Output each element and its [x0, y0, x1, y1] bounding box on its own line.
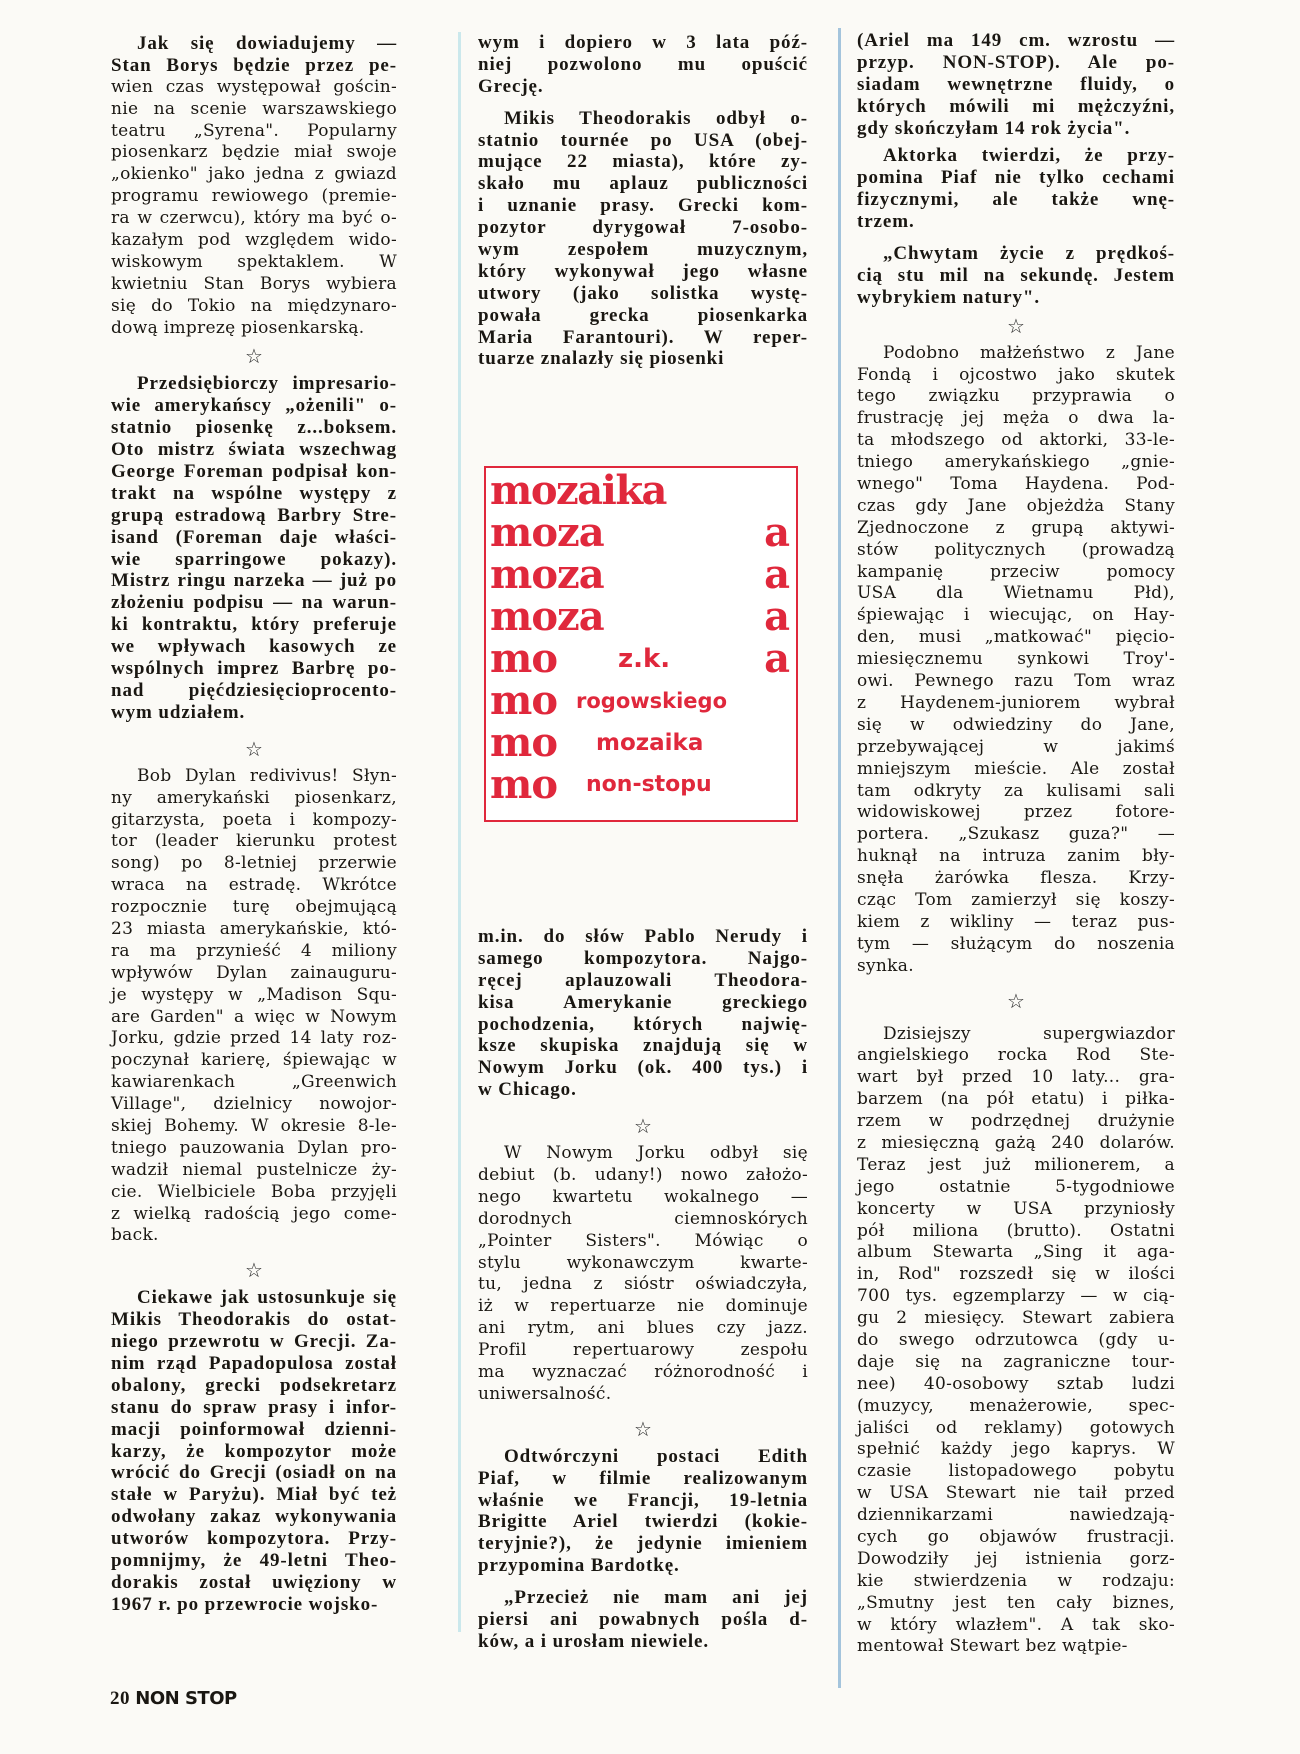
text-line: are Garden" a więc w Nowym [111, 1006, 397, 1027]
text-line: jego ostatnie 5-tygodniowe [857, 1176, 1175, 1197]
text-line: wym i dopiero w 3 lata póź- [478, 32, 808, 53]
text-line: Village", dzielnicy nowojor- [111, 1094, 397, 1115]
text-line: do swego odrzutowca (gdy u- [857, 1329, 1175, 1350]
text-line: teatru „Syrena". Popularny [111, 120, 397, 141]
text-line: stylu wykonawczym kwarte- [478, 1252, 808, 1273]
text-line: pół miliona (brutto). Ostatni [857, 1220, 1175, 1241]
text-line: jaliści od reklamy) gotowych [857, 1417, 1175, 1438]
text-line: nego kwartetu wokalnego — [478, 1186, 808, 1207]
text-line: dziennikarzami nawiedzają- [857, 1505, 1175, 1526]
text-line: macji poinformował dzienni- [111, 1418, 397, 1440]
text-line: kazałym pod względem wido- [111, 230, 397, 251]
article-jane-fonda [857, 343, 1175, 978]
text-line: miesięcznemu synkowi Troy'- [857, 649, 1175, 670]
text-line: ksze skupiska znajdują się w [478, 1035, 808, 1057]
text-line: rzem w podrzędnej drużynie [857, 1111, 1175, 1132]
text-line: angielskiego rocka Rod Ste- [857, 1045, 1175, 1066]
text-line: obalony, grecki podsekretarz [111, 1374, 397, 1396]
text-line: utwory (jako solistka wystę- [478, 282, 808, 304]
text-line: wie amerykańscy „ożenili" o- [111, 395, 397, 417]
logo-row-text: mo [490, 635, 558, 682]
star-separator: ☆ [245, 1258, 263, 1283]
text-line: Ciekawe jak ustosunkuje się [137, 1287, 397, 1309]
text-line: we wpływach kasowych ze [111, 636, 397, 658]
text-line: (muzycy, menażerowie, spec- [857, 1395, 1175, 1416]
text-line: „Pointer Sisters". Mówiąc o [478, 1230, 808, 1251]
text-line: wadził niemal pustelnicze ży- [111, 1159, 397, 1180]
text-line: w który wlazłem". A tak sko- [857, 1614, 1175, 1635]
text-line: tu, jedna z sióstr oświadczyła, [478, 1274, 808, 1295]
text-line: owi. Pewnego razu Tom wraz [857, 671, 1175, 692]
text-line: iż w repertuarze nie dominuje [478, 1296, 808, 1317]
text-line: wiskowym spektaklem. W [111, 251, 397, 272]
text-line: Nowym Jorku (ok. 400 tys.) i [478, 1057, 808, 1079]
text-line: kampanię przeciw pomocy [857, 561, 1175, 582]
text-line: uniwersalność. [478, 1383, 612, 1404]
text-line: tym — służącym do noszenia [857, 933, 1175, 954]
logo-row-text: mozaika [490, 467, 666, 514]
text-line: utworów kompozytora. Przy- [111, 1528, 397, 1550]
text-line: Fondą i ojcostwo jako skutek [857, 364, 1175, 385]
text-line: (Ariel ma 149 cm. wzrostu — [857, 30, 1175, 51]
text-line: teryjnie?), że jedynie imieniem [478, 1533, 808, 1555]
text-line: z Haydenem-juniorem wybrał [857, 692, 1175, 713]
text-line: nad pięćdziesięcioprocento- [111, 679, 397, 701]
star-separator: ☆ [1007, 988, 1025, 1013]
article-foreman-streisand [111, 373, 397, 723]
column-3 [857, 30, 1175, 1658]
text-line: kawiarenkach „Greenwich [111, 1072, 397, 1093]
star-separator: ☆ [634, 1416, 652, 1441]
text-line: niego przewrotu w Grecji. Za- [111, 1331, 397, 1353]
text-line: trakt na wspólne występy z [111, 482, 397, 504]
text-line: w USA Stewart nie taił przed [857, 1483, 1175, 1504]
text-line: synka. [857, 955, 914, 976]
text-line: niej pozwolono mu opuścić [478, 53, 808, 75]
logo-letter: a [764, 551, 790, 598]
text-line: mujące 22 miasta), które zy- [478, 151, 808, 173]
star-separator: ☆ [245, 736, 263, 761]
text-line: czasie listopadowego pobytu [857, 1461, 1175, 1482]
page-number: 20 [110, 1688, 130, 1709]
logo-row-text: moza [490, 551, 604, 598]
text-line: karzy, że kompozytor może [111, 1440, 397, 1462]
column-divider [838, 28, 841, 1688]
text-line: tego związku przyprawia o [857, 386, 1175, 407]
text-line: powała grecka piosenkarka [478, 304, 808, 326]
text-line: nie na scenie warszawskiego [111, 98, 397, 119]
text-line: stanu do spraw prasy i infor- [111, 1396, 397, 1418]
text-line: ra w czerwcu), który ma być o- [111, 208, 397, 229]
text-line: mentował Stewart bez wątpie- [857, 1636, 1128, 1657]
logo-letter: a [764, 509, 790, 556]
text-line: Profil repertuarowy zespołu [478, 1340, 808, 1361]
article-theodorakis-cont [478, 32, 808, 98]
text-line: Mistrz ringu narzeka — już po [111, 570, 397, 592]
logo-caption: rogowskiego [576, 689, 728, 713]
text-line: śpiewając i wiecując, on Hay- [857, 605, 1175, 626]
text-line: czas gdy Jane objeżdża Stany [857, 495, 1175, 516]
text-line: Jak się dowiadujemy — [137, 33, 397, 54]
text-line: USA dla Wietnamu Płd), [857, 583, 1175, 604]
text-line: nim rząd Papadopulosa został [111, 1352, 397, 1374]
text-line: ma wyznaczać różnorodność i [478, 1362, 808, 1383]
text-line: snęła żarówka flesza. Krzy- [857, 868, 1175, 889]
text-line: „Przecież nie mam ani jej [504, 1587, 808, 1609]
text-line: ta młodszego od aktorki, 33-le- [857, 430, 1175, 451]
text-line: złożeniu podpisu — na warun- [111, 592, 397, 614]
text-line: poczynał karierę, śpiewając w [111, 1050, 397, 1071]
text-line: piersi ani powabnych pośla d- [478, 1609, 808, 1631]
logo-row-text: mo [490, 677, 558, 724]
text-line: skiej Bohemy. W okresie 8-le- [111, 1115, 397, 1136]
text-line: 1967 r. po przewrocie wojsko- [111, 1593, 379, 1615]
text-line: Bob Dylan redivivus! Słyn- [137, 765, 397, 786]
text-line: rozpocznie turę obejmującą [111, 897, 397, 918]
text-line: programu rewiowego (premie- [111, 186, 397, 207]
article-brigitte-ariel [478, 1446, 808, 1577]
text-line: 700 tys. egzemplarzy — w cią- [857, 1286, 1175, 1307]
star-separator: ☆ [1007, 313, 1025, 338]
text-line: przebywającej w jakimś [857, 736, 1175, 757]
text-line: dową imprezę piosenkarską. [111, 317, 365, 338]
text-line: wien czas występował gościn- [111, 76, 397, 97]
text-line: daje się na zagraniczne tour- [857, 1351, 1175, 1372]
text-line: Oto mistrz świata wszechwag [111, 439, 397, 461]
text-line: grupą estradową Barbry Stre- [111, 504, 397, 526]
text-line: Dzisiejszy supergwiazdor [883, 1023, 1175, 1044]
logo-caption: mozaika [596, 730, 704, 756]
text-line: piosenkarz będzie miał swoje [111, 142, 397, 163]
article-bob-dylan [111, 766, 397, 1248]
text-line: je występy w „Madison Squ- [111, 984, 397, 1005]
text-line: właśnie we Francji, 19-letnia [478, 1489, 808, 1511]
text-line: wraca na estradę. Wkrótce [111, 875, 397, 896]
column-2-lower [478, 926, 808, 1653]
text-line: song) po 8-letniej przerwie [111, 853, 397, 874]
text-line: Stan Borys będzie przez pe- [111, 54, 397, 76]
logo-caption: non-stopu [586, 772, 712, 797]
text-line: który wykonywał jego własne [478, 260, 808, 282]
text-line: tam odkryty za kulisami sali [857, 780, 1175, 801]
text-line: wrócić do Grecji (osiadł on na [111, 1462, 397, 1484]
text-line: cych go objawów frustracji. [857, 1527, 1175, 1547]
text-line: cią stu mil na sekundę. Jestem [857, 264, 1175, 286]
text-line: skało mu aplauz publiczności [478, 173, 808, 195]
text-line: wnego" Toma Haydena. Pod- [857, 474, 1175, 495]
text-line: ków, a i urosłam niewiele. [478, 1630, 709, 1652]
text-line: się w odwiedziny do Jane, [857, 714, 1175, 735]
text-line: wspólnych imprez Barbrę po- [111, 658, 397, 680]
text-line: huknął na intruza zanim bły- [857, 846, 1175, 867]
text-line: gitarzysta, poeta i kompozy- [111, 809, 397, 830]
text-line: kie stwierdzenia w rodzaju: [857, 1570, 1175, 1591]
text-line: stałe w Paryżu). Miał być też [111, 1484, 397, 1506]
text-line: gdy skończyłam 14 rok życia". [857, 117, 1131, 139]
text-line: w Chicago. [478, 1079, 577, 1101]
text-line: wart był przed 10 laty... gra- [857, 1067, 1175, 1088]
text-line: wie sparringowe pokazy). [111, 548, 397, 570]
article-ariel-cont [857, 30, 1175, 139]
text-line: debiut (b. udany!) nowo założo- [478, 1165, 808, 1186]
column-2 [478, 32, 808, 370]
text-line: statnio tournée po USA (obej- [478, 129, 808, 151]
article-pointer-sisters [478, 1143, 808, 1406]
text-line: wym udziałem. [111, 701, 246, 723]
star-separator: ☆ [245, 344, 263, 369]
text-line: den, musi „matkować" pięcio- [857, 627, 1175, 648]
text-line: stów politycznych (prowadzą [857, 539, 1175, 560]
article-brigitte-quote [478, 1587, 808, 1653]
text-line: frustrację jej męża o dwa la- [857, 408, 1175, 429]
text-line: ny amerykański piosenkarz, [111, 787, 397, 808]
text-line: Grecję. [478, 75, 544, 97]
text-line: których mówili mi mężczyźni, [857, 95, 1175, 117]
text-line: cząc Tom zamierzył się koszy- [857, 889, 1175, 910]
text-line: ki kontraktu, który preferuje [111, 614, 397, 636]
text-line: dorakis został uwięziony w [111, 1571, 397, 1593]
text-line: wybrykiem natury". [857, 286, 1040, 308]
text-line: mniejszym mieście. Ale został [857, 758, 1175, 779]
text-line: Maria Farantouri). W reper- [478, 326, 808, 348]
text-line: nee) 40-osobowy sztab ludzi [857, 1373, 1175, 1394]
text-line: pomnijmy, że 49-letni Theo- [111, 1550, 397, 1571]
text-line: Podobno małżeństwo z Jane [883, 342, 1175, 363]
text-line: ręcej aplauzowali Theodora- [478, 969, 808, 991]
text-line: spełnić każdy jego kaprys. W [857, 1439, 1175, 1460]
text-line: cie. Wielbiciele Boba przyjęli [111, 1181, 397, 1202]
article-theodorakis-tour [478, 108, 808, 371]
text-line: back. [111, 1225, 159, 1246]
logo-row-text: mo [490, 761, 558, 808]
text-line: Jorku, gdzie przed 14 laty roz- [111, 1028, 397, 1049]
logo-caption: z.k. [618, 644, 671, 674]
article-theodorakis-cont2 [478, 926, 808, 1101]
text-line: trzem. [857, 211, 915, 233]
text-line: album Stewarta „Sing it aga- [857, 1242, 1175, 1263]
text-line: przyp. NON-STOP). Ale po- [857, 51, 1175, 73]
logo-row-text: mo [490, 719, 558, 766]
article-ariel-actress [857, 145, 1175, 233]
text-line: kisa Amerykanie greckiego [478, 991, 808, 1013]
column-1 [111, 33, 397, 1616]
text-line: Aktorka twierdzi, że przy- [883, 145, 1175, 167]
text-line: kiem z wikliny — teraz pus- [857, 911, 1175, 932]
text-line: pozytor dyrygował 7-osobo- [478, 217, 808, 239]
text-line: Dowodziły jej istnienia gorz- [857, 1548, 1175, 1569]
star-separator: ☆ [634, 1114, 652, 1139]
text-line: Teraz jest już milionerem, a [857, 1154, 1175, 1175]
text-line: in, Rod" rozszedł się w ilości [857, 1264, 1175, 1285]
text-line: barzem (na pół etatu) i piłka- [857, 1089, 1175, 1110]
text-line: George Foreman podpisał kon- [111, 461, 397, 483]
text-line: „Smutny jest ten cały biznes, [857, 1592, 1175, 1613]
text-line: Mikis Theodorakis odbył o- [504, 107, 808, 129]
logo-letter: a [764, 593, 790, 640]
text-line: samego kompozytora. Najgo- [478, 947, 808, 969]
text-line: portera. „Szukasz guza?" — [857, 824, 1175, 845]
text-line: „Chwytam życie z prędkoś- [883, 243, 1175, 265]
mozaika-logo [484, 466, 798, 822]
text-line: i uznanie prasy. Grecki kom- [478, 195, 808, 217]
article-rod-stewart [857, 1024, 1175, 1659]
text-line: pochodzenia, których najwię- [478, 1013, 808, 1035]
text-line: z wielką radością jego come- [111, 1203, 397, 1224]
text-line: statnio piosenkę z...boksem. [111, 417, 397, 439]
text-line: Piaf, w filmie realizowanym [478, 1467, 808, 1489]
text-line: z miesięczną gażą 240 dolarów. [857, 1132, 1175, 1153]
logo-row-text: moza [490, 509, 604, 556]
text-line: dorodnych ciemnoskórych [478, 1208, 808, 1229]
text-line: Przedsiębiorczy impresario- [137, 373, 397, 395]
text-line: gu 2 miesięcy. Stewart zabiera [857, 1308, 1175, 1329]
text-line: 23 miasta amerykańskie, któ- [111, 918, 397, 939]
text-line: fizycznymi, ale także wnę- [857, 189, 1175, 211]
text-line: się do Tokio na międzynaro- [111, 295, 397, 316]
text-line: wpływów Dylan zainauguru- [111, 962, 397, 983]
text-line: siadam wewnętrzne fluidy, o [857, 73, 1175, 95]
text-line: tor (leader kierunku protest [111, 831, 397, 852]
text-line: „okienko" jako jedna z gwiazd [111, 164, 397, 185]
text-line: Zjednoczone z grupą aktywi- [857, 517, 1175, 538]
text-line: przypomina Bardotkę. [478, 1555, 680, 1577]
text-line: Mikis Theodorakis do ostat- [111, 1309, 397, 1331]
text-line: tuarze znalazły się piosenki [478, 348, 725, 370]
text-line: Brigitte Ariel twierdzi (kokie- [478, 1511, 808, 1533]
article-ariel-quote2 [857, 243, 1175, 309]
article-stan-borys [111, 33, 397, 339]
text-line: W Nowym Jorku odbył się [504, 1143, 808, 1164]
text-line: koncerty w USA przyniosły [857, 1198, 1175, 1219]
logo-letter: a [764, 635, 790, 682]
logo-row-text: moza [490, 593, 604, 640]
text-line: ani rytm, ani blues czy jazz. [478, 1318, 808, 1339]
text-line: widowiskowej przez fotore- [857, 802, 1175, 823]
page-footer [110, 1688, 237, 1710]
column-divider [458, 32, 461, 1632]
text-line: tniego amerykańskiego „gnie- [857, 452, 1175, 473]
text-line: m.in. do słów Pablo Nerudy i [478, 926, 808, 947]
article-theodorakis [111, 1287, 397, 1615]
magazine-name: NON STOP [135, 1688, 237, 1709]
text-line: isand (Foreman daje właści- [111, 526, 397, 548]
text-line: kwietniu Stan Borys wybiera [111, 273, 397, 294]
text-line: ra ma przynieść 4 miliony [111, 940, 397, 961]
text-line: tniego pauzowania Dylan pro- [111, 1137, 397, 1158]
text-line: pomina Piaf nie tylko cechami [857, 167, 1175, 189]
text-line: Odtwórczyni postaci Edith [504, 1445, 808, 1467]
text-line: odwołany zakaz wykonywania [111, 1506, 397, 1528]
text-line: wym zespołem muzycznym, [478, 239, 808, 261]
